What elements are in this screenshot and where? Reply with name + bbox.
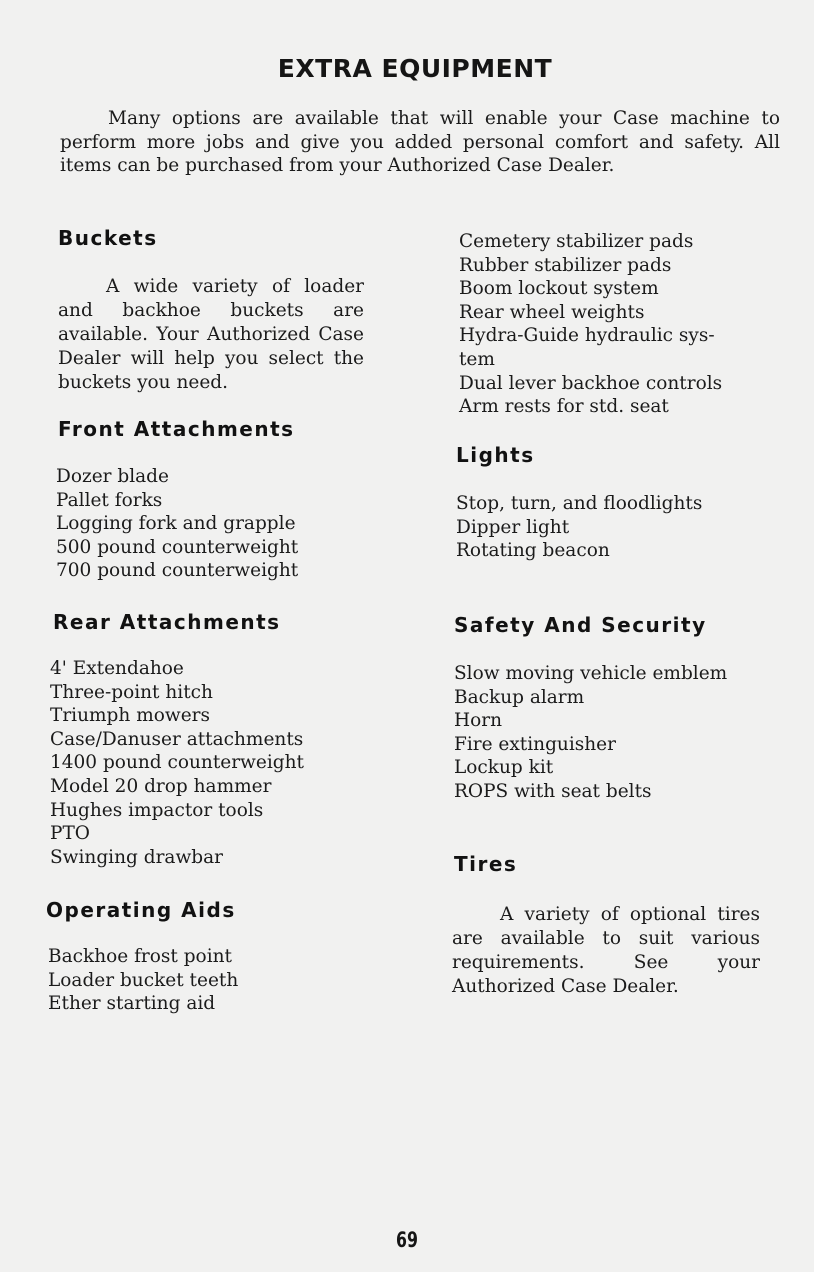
list-item: Triumph mowers [50, 705, 210, 727]
list-item: Loader bucket teeth [48, 969, 239, 991]
list-item: Lockup kit [454, 757, 554, 779]
list-item: Three-point hitch [50, 681, 213, 703]
list-item: 4' Extendahoe [50, 658, 184, 679]
list-item: 700 pound counterweight [56, 560, 299, 582]
lights-heading: Lights [456, 443, 535, 467]
tires-paragraph: A variety of optional tires are available to suit various requirements. See your Authorized Case Dealer. [452, 904, 760, 997]
list-item: Logging fork and grapple [56, 513, 296, 535]
rear-attachments-list [50, 657, 304, 869]
tires-heading: Tires [454, 852, 518, 876]
list-item: Fire extinguisher [454, 733, 616, 755]
list-item: Dual lever backhoe controls [459, 372, 723, 394]
list-item: PTO [50, 823, 90, 845]
list-item: Rotating beacon [456, 540, 610, 562]
misc-equipment-list [459, 230, 722, 419]
list-item: Swinging drawbar [50, 846, 224, 868]
list-item: Rubber stabilizer pads [459, 254, 672, 276]
list-item: ROPS with seat belts [454, 780, 652, 802]
list-item: 1400 pound counterweight [50, 752, 304, 774]
list-item: Hughes impactor tools [50, 799, 264, 821]
lights-list [456, 492, 702, 563]
safety-security-heading: Safety And Security [454, 613, 707, 637]
list-item: Slow moving vehicle emblem [454, 663, 728, 684]
rear-attachments-heading: Rear Attachments [53, 610, 281, 634]
list-item: Model 20 drop hammer [50, 775, 272, 797]
buckets-heading: Buckets [58, 226, 158, 250]
list-item: Horn [454, 710, 503, 732]
buckets-paragraph: A wide variety of loader and backhoe buckets are available. Your Authorized Case Dealer will help you select the buckets you need. [58, 276, 364, 393]
list-item: Hydra-Guide hydraulic sys- [459, 325, 715, 347]
list-item: Backhoe frost point [48, 946, 232, 967]
list-item: 500 pound counterweight [56, 536, 299, 558]
list-item: Dipper light [456, 516, 570, 538]
list-item: Ether starting aid [48, 993, 216, 1015]
list-item: Boom lockout system [459, 278, 659, 300]
safety-security-list [454, 662, 727, 804]
operating-aids-list [48, 945, 238, 1016]
list-item: tem [459, 348, 495, 370]
list-item: Rear wheel weights [459, 301, 645, 323]
front-attachments-heading: Front Attachments [58, 417, 295, 441]
page-number: 69 [396, 1228, 418, 1252]
list-item: Backup alarm [454, 686, 585, 708]
list-item: Pallet forks [56, 489, 163, 511]
list-item: Dozer blade [56, 466, 169, 487]
list-item: Stop, turn, and floodlights [456, 493, 703, 514]
list-item: Case/Danuser attachments [50, 728, 304, 750]
list-item: Cemetery stabilizer pads [459, 231, 694, 252]
front-attachments-list [56, 465, 298, 583]
intro-paragraph: Many options are available that will enable your Case machine to perform more jobs and give you added personal comfort and safety. All items can be purchased from your Authorized Case Dealer. [60, 108, 780, 176]
operating-aids-heading: Operating Aids [46, 898, 236, 922]
list-item: Arm rests for std. seat [459, 396, 669, 418]
page-title: EXTRA EQUIPMENT [277, 54, 553, 83]
